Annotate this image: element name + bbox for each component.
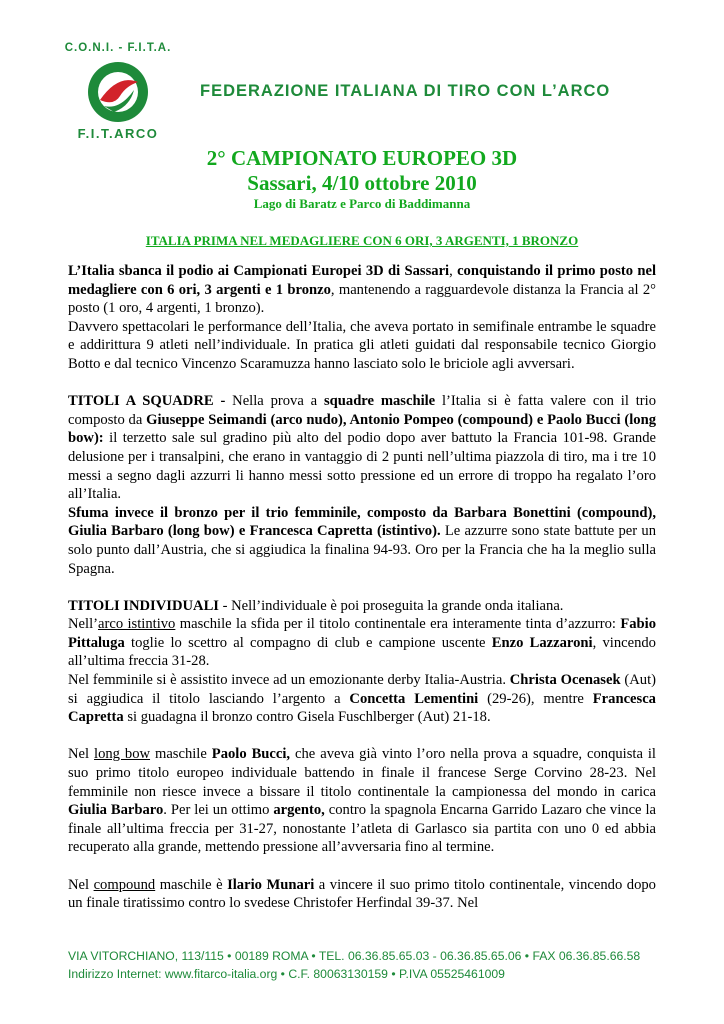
paragraph-individual-titles: TITOLI INDIVIDUALI - Nell’individuale è poi proseguita la grande onda italiana. [68, 597, 564, 614]
paragraph-women-team: Sfuma invece il bronzo per il trio femminile, composto da Barbara Bonettini (compound), Giulia Barbaro (long bow) e Francesca Capretta (istintivo). Le azzurre sono state battute per un solo punto dall’Austria, che si aggiudica la finalina 94-93. Oro per la Francia che ha la meglio sulla Spagna. [68, 504, 656, 577]
championship-dates: Sassari, 4/10 ottobre 2010 [247, 171, 477, 195]
footer-internet: Indirizzo Internet: www.fitarco-italia.org • C.F. 80063130159 • P.IVA 05525461009 [68, 967, 505, 981]
logo-top-text: C.O.N.I. - F.I.T.A. [64, 42, 172, 54]
federation-title: FEDERAZIONE ITALIANA DI TIRO CON L’ARCO [200, 82, 611, 100]
paragraph-instinctive-women: Nel femminile si è assistito invece ad un emozionante derby Italia-Austria. Christa Ocenasek (Aut) si aggiudica il titolo lasciando l’argento a Concetta Lementini (29-26), mentre Francesca Capretta si guadagna il bronzo contro Gisela Fuschlberger (Aut) 21-18. [68, 672, 657, 726]
footer-address: VIA VITORCHIANO, 113/115 • 00189 ROMA • TEL. 06.36.85.65.03 - 06.36.85.65.06 • FAX 06.36.85.66.58 [68, 949, 641, 963]
championship-location: Lago di Baratz e Parco di Baddimanna [253, 196, 471, 211]
letterhead-footer [68, 947, 658, 983]
championship-title: 2° CAMPIONATO EUROPEO 3D [206, 146, 518, 170]
paragraph-instinctive-men: Nell’arco istintivo maschile la sfida per il titolo continentale era interamente tinta d’azzurro: Fabio Pittaluga toglie lo scettro al compagno di club e campione uscente Enzo Lazzaroni, vincendo all’ultima freccia 31-28. [68, 616, 656, 670]
medal-headline: ITALIA PRIMA NEL MEDAGLIERE CON 6 ORI, 3 ARGENTI, 1 BRONZO [145, 233, 579, 248]
logo-bottom-text: F.I.T.ARCO [77, 126, 159, 141]
article-body [68, 262, 656, 913]
fitarco-logo-icon [86, 60, 150, 124]
paragraph-performance: Davvero spettacolari le performance dell’Italia, che aveva portato in semifinale entrambe le squadre e addirittura 9 atleti nell’individuale. In pratica gli atleti guidati dal responsabile tecnico Giorgio Botto e dal tecnico Vincenzo Scaramuzza hanno lasciato solo le briciole agli avversari. [68, 318, 656, 372]
paragraph-intro: L’Italia sbanca il podio ai Campionati Europei 3D di Sassari, conquistando il primo posto nel medagliere con 6 ori, 3 argenti e 1 bronzo, mantenendo a ragguardevole distanza la Francia al 2° posto (1 oro, 4 argenti, 1 bronzo). [68, 263, 657, 317]
paragraph-team-titles: TITOLI A SQUADRE - Nella prova a squadre maschile l’Italia si è fatta valere con il trio composto da Giuseppe Seimandi (arco nudo), Antonio Pompeo (compound) e Paolo Bucci (long bow): il terzetto sale sul gradino più alto del podio dopo aver battuto la Francia 101-98. Grande delusione per i transalpini, che erano in vantaggio di 2 punti nell’ultima piazzola di tiro, ma i tre 10 messi a segno dagli azzurri li hanno messi sotto pressione ed un errore di troppo ha regalato l’oro all’Italia. [68, 393, 657, 503]
paragraph-long-bow: Nel long bow maschile Paolo Bucci, che aveva già vinto l’oro nella prova a squadre, conquista il suo primo titolo europeo individuale battendo in finale il francese Serge Corvino 28-23. Nel femminile non riesce invece a bissare il titolo continentale la campionessa del mondo in carica Giulia Barbaro. Per lei un ottimo argento, contro la spagnola Encarna Garrido Lazaro che vince la finale all’ultima freccia per 31-27, nonostante l’atleta di Garlasco sia partita con uno 0 ed abbia recuperato alla grande, mettendo pressione all’avversaria fino al termine. [68, 746, 656, 856]
paragraph-compound: Nel compound maschile è Ilario Munari a vincere il suo primo titolo continentale, vincendo dopo un finale tiratissimo contro lo svedese Christofer Herfindal 39-37. Nel [68, 876, 656, 912]
